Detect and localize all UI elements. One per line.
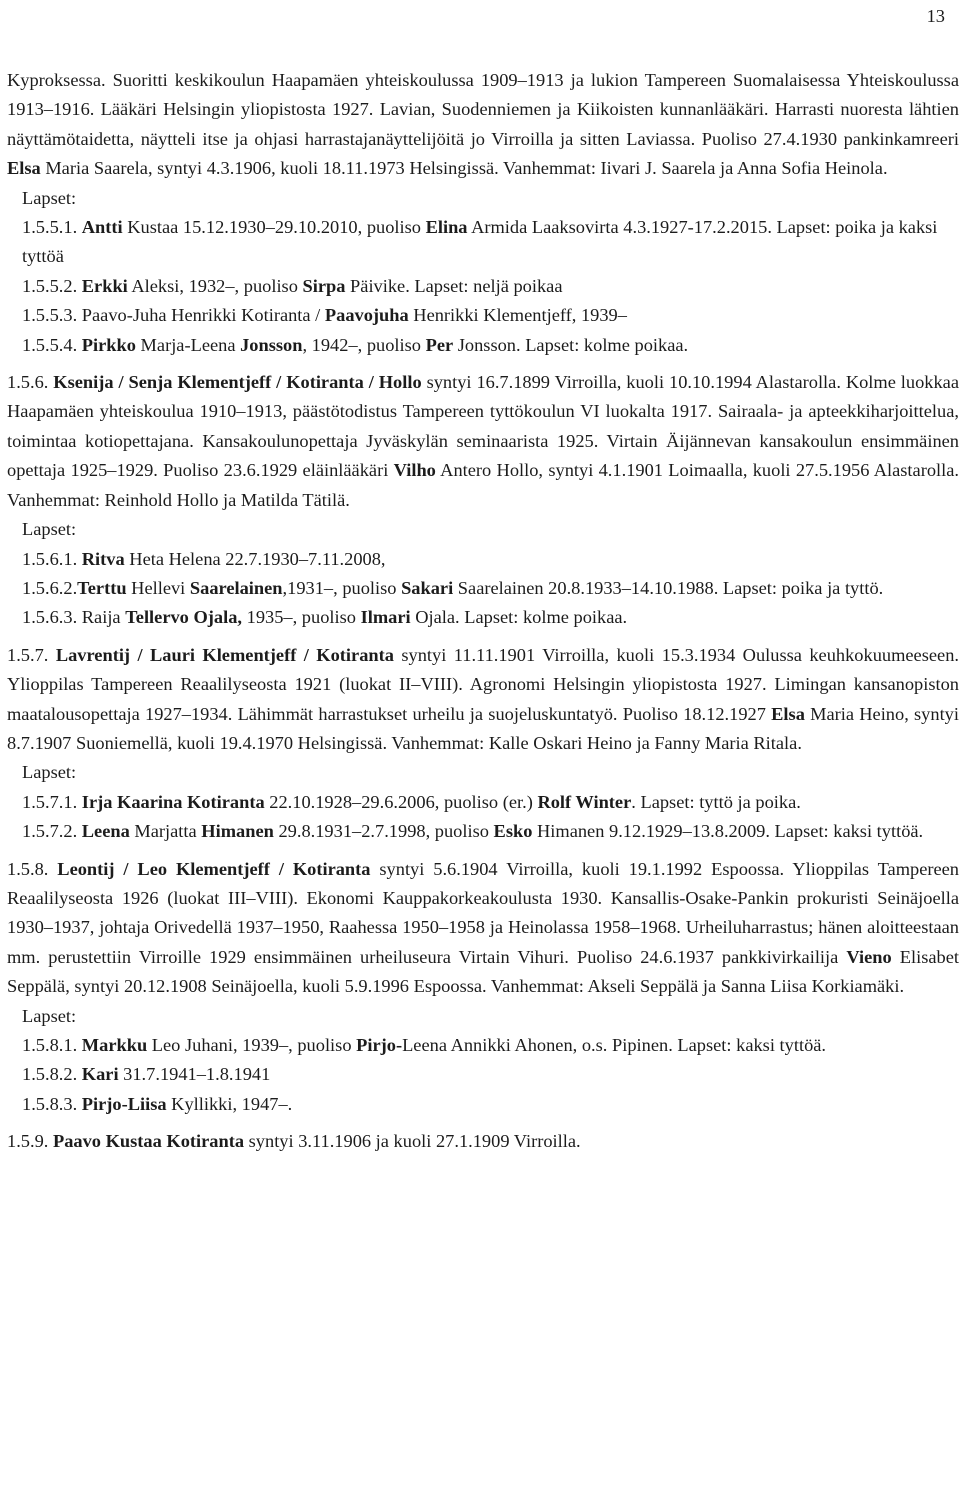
text: Marja-Leena: [135, 334, 241, 355]
entry-number: 1.5.8.: [7, 858, 58, 879]
text: Hellevi: [126, 577, 190, 598]
child-entry-1-5-8-1: [7, 1031, 959, 1060]
entry-number: 1.5.7.2.: [22, 821, 82, 842]
paragraph-1-5-5-continued: [7, 66, 959, 184]
text: , 1942–, puoliso: [302, 334, 426, 355]
text: Marjatta: [129, 821, 202, 842]
entry-number: 1.5.5.3.: [22, 305, 82, 326]
name-bold: Per: [425, 334, 454, 355]
name-bold: Pirkko: [81, 334, 136, 355]
text: Himanen 9.12.1929–13.8.2009. Lapset: kaksi tyttöä.: [532, 821, 924, 842]
entry-number: 1.5.6.1.: [22, 548, 82, 569]
text: Kyproksessa. Suoritti keskikoulun Haapamäen yhteiskoulussa 1909–1913 ja lukion Tampereen Suomalaisessa Yhteiskoulussa 1913–1916. Lääkäri Helsingin yliopistosta 1927. Lavian, Suodenniemen ja Kiikoisten kunnanlääkäri. Harrasti nuoresta lähtien näyttämötaidetta, näytteli itse ja ohjasi harrastajanäyttelijöitä jo Virroilla ja sitten Laviassa. Puoliso 27.4.1930 pankinkamreeri: [7, 70, 959, 149]
child-entry-1-5-8-2: [7, 1060, 959, 1089]
child-entry-1-5-6-3: [7, 603, 959, 632]
name-bold: Rolf Winter: [537, 791, 632, 812]
name-bold: Leena: [81, 821, 130, 842]
text: 22.10.1928–29.6.2006, puoliso (er.): [264, 791, 538, 812]
text: syntyi 11.11.1901 Virroilla, kuoli 15.3.1934 Oulussa keuhkokuumeeseen. Ylioppilas Tampereen Reaalilyseosta 1921 (luokat II–VIII). Agronomi Helsingin yliopistosta 1927. Limingan kansanopiston maatalousopettaja 1927–1934. Lähimmät harrastukset urheilu ja suojeluskuntatyö. Puoliso 18.12.1927: [7, 644, 959, 724]
name-bold: Elsa: [771, 703, 805, 724]
text: 31.7.1941–1.8.1941: [118, 1064, 271, 1085]
entry-number: 1.5.6.3.: [22, 607, 82, 628]
text: Armida Laaksovirta 4.3.1927-17.2.2015. Lapset: poika ja kaksi tyttöä: [22, 217, 938, 267]
name-bold: Erkki: [81, 275, 128, 296]
child-entry-1-5-6-2: [7, 574, 959, 603]
name-bold: Elsa: [7, 158, 41, 179]
entry-number: 1.5.5.1.: [22, 217, 82, 238]
name-bold: Himanen: [201, 821, 274, 842]
text: Antero Hollo, syntyi 4.1.1901 Loimaalla, kuoli 27.5.1956 Alastarolla. Vanhemmat: Reinhold Hollo ja Matilda Tätilä.: [7, 460, 959, 510]
child-entry-1-5-5-1: [7, 213, 959, 272]
name-bold: Lavrentij / Lauri Klementjeff / Kotiranta: [55, 644, 394, 665]
entry-number: 1.5.7.1.: [22, 791, 82, 812]
document-body: [7, 66, 959, 1157]
name-bold: Antti: [81, 217, 123, 238]
child-entry-1-5-5-4: [7, 331, 959, 360]
child-entry-1-5-7-1: [7, 788, 959, 817]
text: Maria Saarela, syntyi 4.3.1906, kuoli 18.11.1973 Helsingissä. Vanhemmat: Iivari J. Saarela ja Anna Sofia Heinola.: [40, 158, 888, 179]
name-bold: Vilho: [393, 460, 436, 481]
entry-number: 1.5.9.: [7, 1131, 53, 1152]
name-bold: Elina: [425, 217, 468, 238]
child-entry-1-5-5-2: [7, 272, 959, 301]
name-bold: Ilmari: [360, 607, 411, 628]
name-bold: Tellervo: [125, 607, 189, 628]
text: Kustaa 15.12.1930–29.10.2010, puoliso: [122, 217, 426, 238]
entry-number: 1.5.7.: [7, 644, 56, 665]
text: Aleksi, 1932–, puoliso: [127, 275, 303, 296]
text: syntyi 5.6.1904 Virroilla, kuoli 19.1.1992 Espoossa. Ylioppilas Tampereen Reaalilyseosta 1926 (luokat III–VIII). Ekonomi Kauppakorkeakoulusta 1930. Kansallis-Osake-Pankin prokuristi Seinäjoella 1930–1937, johtaja Orivedellä 1937–1950, Raahessa 1950–1958 ja Heinolassa 1958–1968. Urheiluharrastus; hänen aloitteestaan mm. perustettiin Virroille 1929 ensimmäinen urheiluseura Virtain Vihuri. Puoliso 24.6.1937 pankkivirkailija: [7, 858, 960, 967]
text: Saarelainen 20.8.1933–14.10.1988. Lapset: poika ja tyttö.: [453, 577, 884, 598]
name-bold: Pirjo-: [356, 1035, 403, 1055]
text: Heta Helena 22.7.1930–7.11.2008,: [124, 548, 386, 569]
text: 29.8.1931–2.7.1998, puoliso: [273, 821, 494, 842]
entry-number: 1.5.5.4.: [22, 334, 82, 355]
text: Henrikki Klementjeff, 1939–: [408, 305, 627, 326]
text: . Lapset: tyttö ja poika.: [631, 791, 801, 812]
text: Leo Juhani, 1939–, puoliso: [147, 1035, 357, 1055]
name-bold: Pirjo-Liisa: [81, 1093, 167, 1114]
text: syntyi 16.7.1899 Virroilla, kuoli 10.10.1994 Alastarolla. Kolme luokkaa Haapamäen yhteiskoulua 1910–1913, päästötodistus Tampereen tyttökoulun VI luokalta 1917. Sairaala- ja apteekkiharjoittelua, toimintaa kotiopettajana. Kansakoulunopettaja Jyväskylän seminaarista 1925. Virtain Äijännevan kansakoulun ensimmäinen opettaja 1925–1929. Puoliso 23.6.1929 eläinlääkäri: [7, 372, 960, 481]
name-bold: Sakari: [401, 577, 454, 598]
text: Leena Annikki Ahonen, o.s. Pipinen. Lapset: kaksi tyttöä.: [402, 1035, 827, 1055]
entry-number: 1.5.6.: [7, 372, 54, 393]
page-number: 13: [926, 6, 945, 26]
text: Raija: [81, 607, 126, 628]
name-bold: Paavojuha: [324, 305, 409, 326]
child-entry-1-5-5-3: [7, 301, 959, 330]
entry-number: 1.5.8.1.: [22, 1035, 82, 1055]
entry-number: 1.5.8.2.: [22, 1064, 82, 1085]
name-bold: Vieno: [846, 946, 892, 967]
text: 1935–, puoliso: [242, 607, 361, 628]
name-bold: Ojala,: [193, 607, 243, 628]
name-bold: Ksenija / Senja Klementjeff / Kotiranta / Hollo: [53, 372, 422, 393]
children-label: Lapset:: [22, 519, 77, 540]
entry-number: 1.5.5.2.: [22, 275, 82, 296]
text: Paavo-Juha Henrikki Kotiranta /: [81, 305, 325, 326]
text: ,1931–, puoliso: [282, 577, 402, 598]
text: Ojala. Lapset: kolme poikaa.: [410, 607, 628, 628]
paragraph-1-5-6: [7, 368, 959, 515]
children-label: Lapset:: [22, 1005, 77, 1026]
child-entry-1-5-8-3: [7, 1090, 959, 1119]
child-entry-1-5-6-1: [7, 545, 959, 574]
children-label: Lapset:: [22, 762, 77, 783]
text: Päivike. Lapset: neljä poikaa: [345, 275, 563, 296]
name-bold: Esko: [493, 821, 533, 842]
name-bold: Leontij / Leo Klementjeff / Kotiranta: [57, 858, 371, 879]
text: Elisabet Seppälä, syntyi 20.12.1908 Seinäjoella, kuoli 5.9.1996 Espoossa. Vanhemmat: Akseli Seppälä ja Sanna Liisa Korkiamäki.: [7, 946, 959, 997]
child-entry-1-5-7-2: [7, 817, 959, 846]
text: syntyi 3.11.1906 ja kuoli 27.1.1909 Virroilla.: [244, 1131, 581, 1152]
name-bold: Ritva: [81, 548, 125, 569]
children-label: Lapset:: [22, 187, 77, 208]
name-bold: Jonsson: [240, 334, 303, 355]
paragraph-1-5-7: [7, 641, 959, 759]
name-bold: Irja Kaarina Kotiranta: [81, 791, 265, 812]
name-bold: Sirpa: [302, 275, 346, 296]
text: Jonsson. Lapset: kolme poikaa.: [453, 334, 689, 355]
name-bold: Saarelainen: [189, 577, 283, 598]
name-bold: Paavo Kustaa Kotiranta: [52, 1131, 245, 1152]
text: Kyllikki, 1947–.: [166, 1093, 293, 1114]
text: Maria Heino, syntyi 8.7.1907 Suoniemellä, kuoli 19.4.1970 Helsingissä. Vanhemmat: Kalle Oskari Heino ja Fanny Maria Ritala.: [7, 703, 959, 753]
paragraph-1-5-8: [7, 855, 959, 1002]
entry-number: 1.5.6.2.: [22, 577, 78, 598]
name-bold: Terttu: [77, 577, 127, 598]
entry-number: 1.5.8.3.: [22, 1093, 82, 1114]
name-bold: Kari: [81, 1064, 119, 1085]
name-bold: Markku: [81, 1035, 148, 1055]
paragraph-1-5-9: [7, 1127, 959, 1156]
